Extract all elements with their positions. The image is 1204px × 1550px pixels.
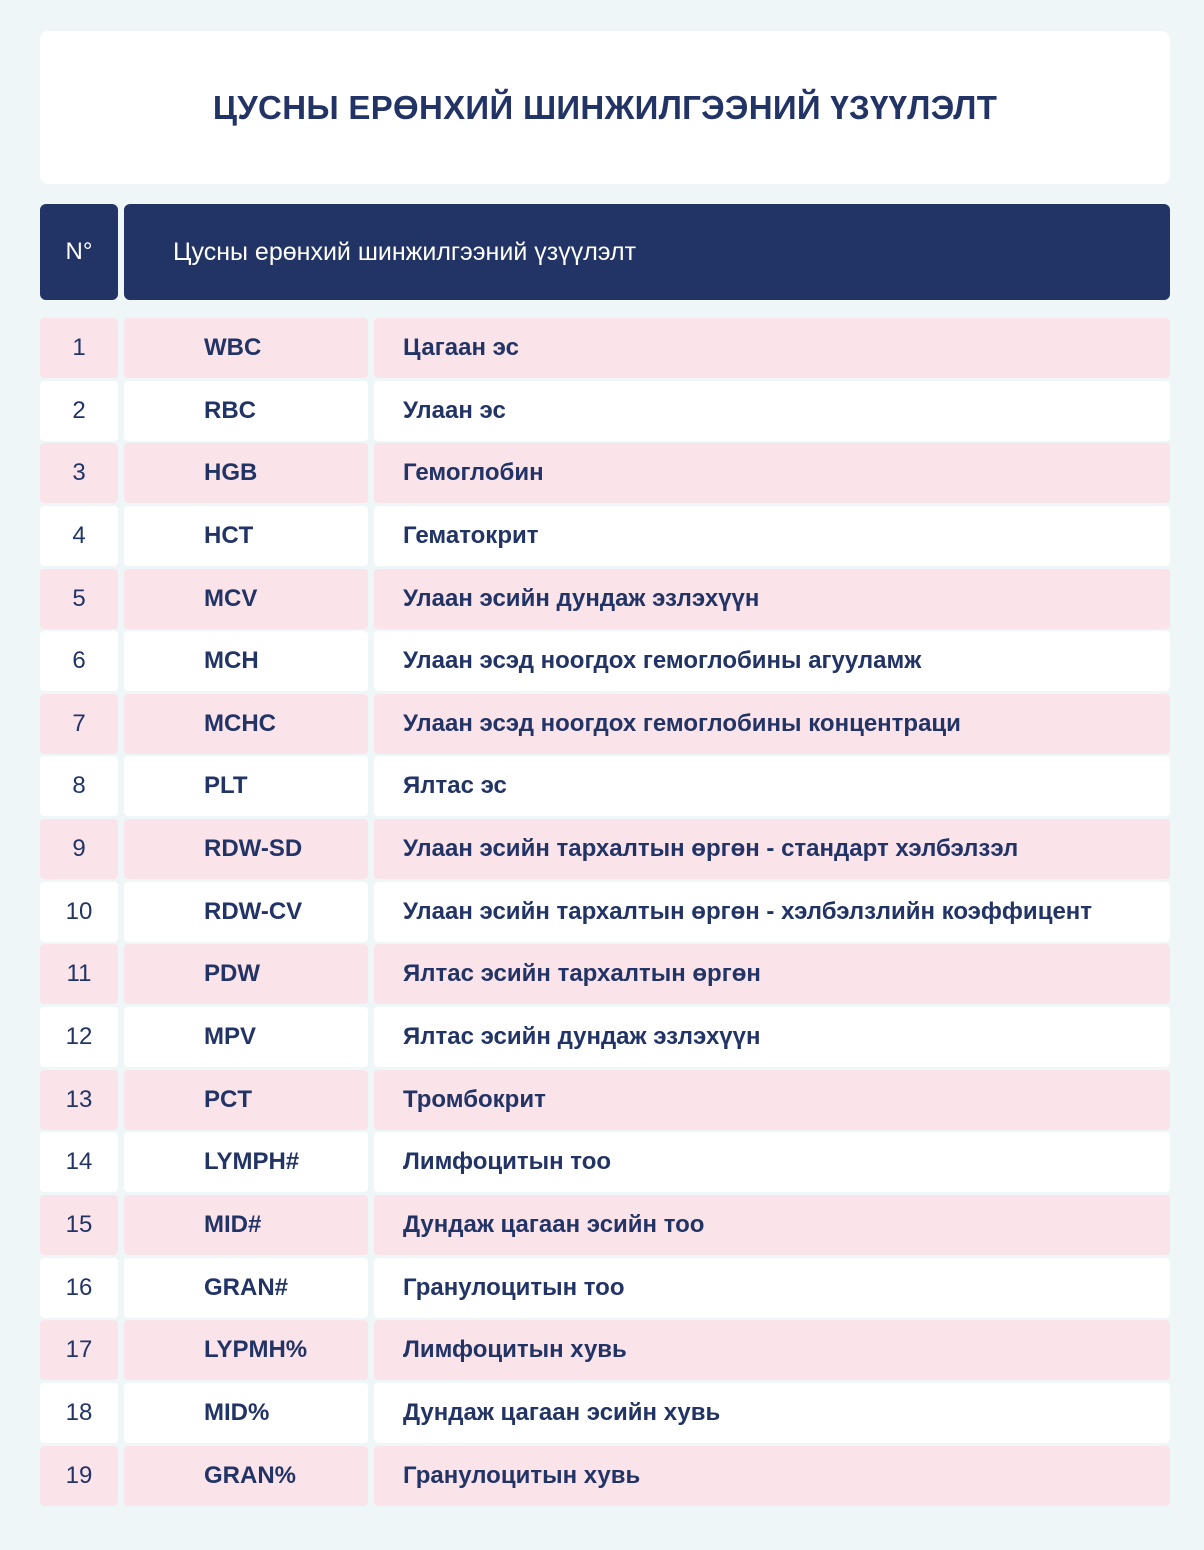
table-row	[40, 381, 1170, 441]
row-name: Улаан эсэд ноогдох гемоглобины концентраци	[374, 694, 1170, 754]
row-abbreviation: PDW	[124, 944, 368, 1004]
table-row	[40, 756, 1170, 816]
row-name: Лимфоцитын тоо	[374, 1132, 1170, 1192]
row-name: Гемоглобин	[374, 443, 1170, 503]
row-abbreviation: GRAN#	[124, 1258, 368, 1318]
table-row	[40, 1132, 1170, 1192]
row-name: Улаан эсийн тархалтын өргөн - стандарт хэлбэлзэл	[374, 819, 1170, 879]
table-row	[40, 1320, 1170, 1380]
row-number: 12	[40, 1007, 118, 1067]
row-name: Цагаан эс	[374, 318, 1170, 378]
row-name: Улаан эсийн дундаж эзлэхүүн	[374, 569, 1170, 629]
row-number: 14	[40, 1132, 118, 1192]
table-row	[40, 944, 1170, 1004]
table-row	[40, 882, 1170, 942]
row-number: 17	[40, 1320, 118, 1380]
row-abbreviation: HGB	[124, 443, 368, 503]
page-title: ЦУСНЫ ЕРӨНХИЙ ШИНЖИЛГЭЭНИЙ ҮЗҮҮЛЭЛТ	[212, 88, 998, 126]
row-name: Тромбокрит	[374, 1070, 1170, 1130]
row-name: Гранулоцитын тоо	[374, 1258, 1170, 1318]
row-number: 15	[40, 1195, 118, 1255]
row-number: 19	[40, 1446, 118, 1506]
row-number: 4	[40, 506, 118, 566]
row-abbreviation: MCHC	[124, 694, 368, 754]
row-number: 9	[40, 819, 118, 879]
indicator-table	[40, 318, 1170, 1508]
row-number: 11	[40, 944, 118, 1004]
row-number: 16	[40, 1258, 118, 1318]
row-number: 5	[40, 569, 118, 629]
table-row	[40, 1070, 1170, 1130]
table-row	[40, 1007, 1170, 1067]
row-name: Лимфоцитын хувь	[374, 1320, 1170, 1380]
row-name: Улаан эсэд ноогдох гемоглобины агууламж	[374, 631, 1170, 691]
row-abbreviation: MCH	[124, 631, 368, 691]
row-number: 3	[40, 443, 118, 503]
table-row	[40, 1383, 1170, 1443]
row-name: Ялтас эс	[374, 756, 1170, 816]
row-abbreviation: HCT	[124, 506, 368, 566]
row-abbreviation: GRAN%	[124, 1446, 368, 1506]
header-number-cell: N°	[40, 204, 118, 300]
row-number: 8	[40, 756, 118, 816]
row-abbreviation: MPV	[124, 1007, 368, 1067]
table-row	[40, 506, 1170, 566]
row-name: Улаан эсийн тархалтын өргөн - хэлбэлзлийн коэффицент	[374, 882, 1170, 942]
table-row	[40, 631, 1170, 691]
row-number: 7	[40, 694, 118, 754]
row-abbreviation: LYMPH#	[124, 1132, 368, 1192]
row-abbreviation: RDW-CV	[124, 882, 368, 942]
row-name: Дундаж цагаан эсийн тоо	[374, 1195, 1170, 1255]
row-abbreviation: PCT	[124, 1070, 368, 1130]
table-row	[40, 1446, 1170, 1506]
header-column-title: Цусны ерөнхий шинжилгээний үзүүлэлт	[124, 204, 1170, 300]
row-name: Ялтас эсийн дундаж эзлэхүүн	[374, 1007, 1170, 1067]
table-row	[40, 819, 1170, 879]
table-row	[40, 694, 1170, 754]
row-number: 10	[40, 882, 118, 942]
table-row	[40, 443, 1170, 503]
row-number: 18	[40, 1383, 118, 1443]
row-abbreviation: MID%	[124, 1383, 368, 1443]
title-card	[40, 31, 1170, 184]
row-abbreviation: WBC	[124, 318, 368, 378]
row-abbreviation: MCV	[124, 569, 368, 629]
row-abbreviation: LYPMH%	[124, 1320, 368, 1380]
row-abbreviation: MID#	[124, 1195, 368, 1255]
table-row	[40, 318, 1170, 378]
table-row	[40, 1195, 1170, 1255]
row-name: Гранулоцитын хувь	[374, 1446, 1170, 1506]
table-row	[40, 569, 1170, 629]
row-name: Гематокрит	[374, 506, 1170, 566]
row-abbreviation: RDW-SD	[124, 819, 368, 879]
row-number: 1	[40, 318, 118, 378]
row-number: 2	[40, 381, 118, 441]
row-name: Дундаж цагаан эсийн хувь	[374, 1383, 1170, 1443]
row-name: Улаан эс	[374, 381, 1170, 441]
row-abbreviation: RBC	[124, 381, 368, 441]
row-name: Ялтас эсийн тархалтын өргөн	[374, 944, 1170, 1004]
row-abbreviation: PLT	[124, 756, 368, 816]
row-number: 6	[40, 631, 118, 691]
row-number: 13	[40, 1070, 118, 1130]
table-row	[40, 1258, 1170, 1318]
